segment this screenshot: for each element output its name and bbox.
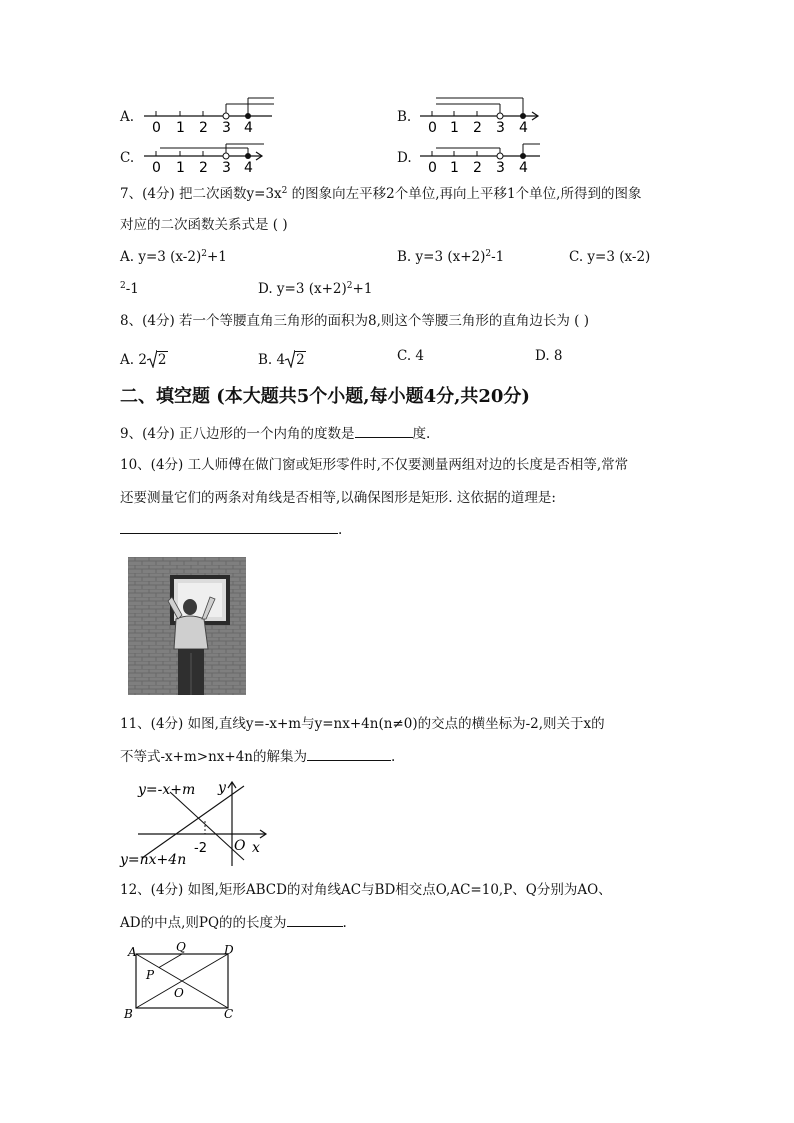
- q7-line1-sup: 2: [281, 186, 288, 196]
- q6-option-a-numberline: [140, 92, 280, 138]
- q12-line2-after: .: [342, 915, 347, 931]
- q7-option-d: [258, 283, 372, 297]
- q7-option-a: [120, 251, 227, 265]
- q9-text-after: 度.: [412, 426, 431, 442]
- q7-option-c-wrap: [120, 283, 139, 297]
- svg-text:2: 2: [199, 120, 208, 136]
- sqrt-symbol: [147, 350, 168, 368]
- worker-window-photo: [128, 557, 246, 695]
- label-c: C: [224, 1007, 234, 1021]
- q12-answer-blank[interactable]: [287, 925, 343, 927]
- q7-option-b-sup: 2: [485, 249, 492, 259]
- q6-option-c-label: C.: [120, 150, 135, 166]
- q10-answer-blank[interactable]: [120, 532, 338, 534]
- svg-text:3: 3: [496, 160, 505, 176]
- q8-option-b-radicand: 2: [296, 352, 305, 368]
- q10-line2: 还要测量它们的两条对角线是否相等,以确保图形是矩形. 这依据的道理是:: [120, 490, 556, 506]
- label-origin: O: [234, 838, 246, 854]
- svg-text:1: 1: [176, 120, 185, 136]
- q6-option-c-numberline: [140, 134, 270, 180]
- q8-option-b: [258, 350, 306, 368]
- q8-option-b-text: B. 4: [258, 352, 286, 368]
- q7-option-b: [397, 251, 504, 265]
- q10-line3-end: .: [338, 522, 343, 538]
- svg-text:4: 4: [519, 120, 528, 136]
- rectangle-figure: [122, 942, 242, 1024]
- q6-option-d-label: D.: [397, 150, 412, 166]
- q11-answer-blank[interactable]: [307, 759, 391, 761]
- q7-line1: [120, 188, 641, 202]
- q7-line2: 对应的二次函数关系式是 ( ): [120, 217, 288, 233]
- svg-text:2: 2: [473, 120, 482, 136]
- svg-text:2: 2: [473, 160, 482, 176]
- label-line1: y=-x+m: [138, 782, 196, 798]
- q8-option-a-text: A. 2: [120, 352, 147, 368]
- svg-text:3: 3: [222, 120, 231, 136]
- label-p: P: [146, 968, 155, 982]
- q6-option-b-label: B.: [397, 109, 412, 125]
- q10-line3: [120, 524, 342, 538]
- q8-option-d: D. 8: [535, 348, 563, 364]
- svg-text:0: 0: [428, 160, 437, 176]
- q7-option-a-sup: 2: [201, 249, 207, 259]
- svg-text:2: 2: [199, 160, 208, 176]
- q6-option-a-label: A.: [120, 109, 135, 125]
- q12-line2: [120, 917, 347, 931]
- q8-option-a-radicand: 2: [157, 352, 167, 368]
- q9-text-before: 9、(4分) 正八边形的一个内角的度数是: [120, 426, 355, 442]
- q9-answer-blank[interactable]: [355, 436, 413, 438]
- svg-text:3: 3: [496, 120, 505, 136]
- label-tick-minus-2: -2: [194, 841, 207, 856]
- q6-option-b-numberline: [416, 92, 546, 138]
- q7-option-b-text: B. y=3 (x+2): [397, 249, 486, 265]
- q6-option-d-numberline: [416, 134, 546, 180]
- svg-text:4: 4: [244, 160, 253, 176]
- q7-option-d-text: D. y=3 (x+2): [258, 281, 347, 297]
- q7-option-c: C. y=3 (x-2): [569, 249, 651, 265]
- q10-line1: 10、(4分) 工人师傅在做门窗或矩形零件时,不仅要测量两组对边的长度是否相等,常常: [120, 457, 629, 473]
- q7-line1-text: 7、(4分) 把二次函数y=3x: [120, 186, 282, 202]
- svg-text:1: 1: [450, 160, 459, 176]
- svg-text:0: 0: [428, 120, 437, 136]
- line-minus-x-plus-m: [170, 792, 244, 860]
- label-q: Q: [176, 942, 186, 954]
- q11-line2-before: 不等式-x+m>nx+4n的解集为: [120, 749, 308, 765]
- q7-option-d-sup: 2: [346, 281, 353, 291]
- q8-option-a: [120, 350, 168, 368]
- label-o: O: [174, 986, 184, 1000]
- q8-option-c: C. 4: [397, 348, 425, 364]
- q7-line1-rest: 的图象向左平移2个单位,再向上平移1个单位,所得到的图象: [287, 186, 642, 202]
- q11-line2-after: .: [391, 749, 396, 765]
- svg-text:1: 1: [176, 160, 185, 176]
- q11-graph: [118, 776, 274, 868]
- q7-option-c-wrap-sup: 2: [120, 281, 126, 291]
- q7-option-c-wrap-rest: -1: [125, 281, 139, 297]
- q7-option-d-rest: +1: [352, 281, 373, 297]
- q12-line2-before: AD的中点,则PQ的的长度为: [120, 915, 287, 931]
- label-a: A: [128, 945, 137, 959]
- label-y: y: [218, 780, 226, 796]
- q11-line2: [120, 751, 395, 765]
- svg-text:3: 3: [222, 160, 231, 176]
- label-line2: y=nx+4n: [120, 852, 187, 868]
- section-2-title: 二、填空题 (本大题共5个小题,每小题4分,共20分): [120, 386, 530, 407]
- question-9: [120, 428, 430, 442]
- label-x: x: [252, 840, 260, 856]
- svg-text:0: 0: [152, 120, 161, 136]
- q7-option-a-text: A. y=3 (x-2): [120, 249, 202, 265]
- q7-option-b-rest: -1: [491, 249, 505, 265]
- q8-text: 8、(4分) 若一个等腰直角三角形的面积为8,则这个等腰三角形的直角边长为 ( ): [120, 313, 589, 329]
- svg-text:0: 0: [152, 160, 161, 176]
- svg-text:4: 4: [519, 160, 528, 176]
- label-b: B: [124, 1007, 133, 1021]
- label-d: D: [224, 943, 234, 957]
- q12-line1: 12、(4分) 如图,矩形ABCD的对角线AC与BD相交点O,AC=10,P、Q分别为AO、: [120, 882, 612, 898]
- sqrt-symbol: [285, 350, 306, 368]
- svg-text:4: 4: [244, 120, 253, 136]
- svg-text:1: 1: [450, 120, 459, 136]
- q11-line1: 11、(4分) 如图,直线y=-x+m与y=nx+4n(n≠0)的交点的横坐标为-2,则关于x的: [120, 716, 605, 732]
- q7-option-a-rest: +1: [206, 249, 227, 265]
